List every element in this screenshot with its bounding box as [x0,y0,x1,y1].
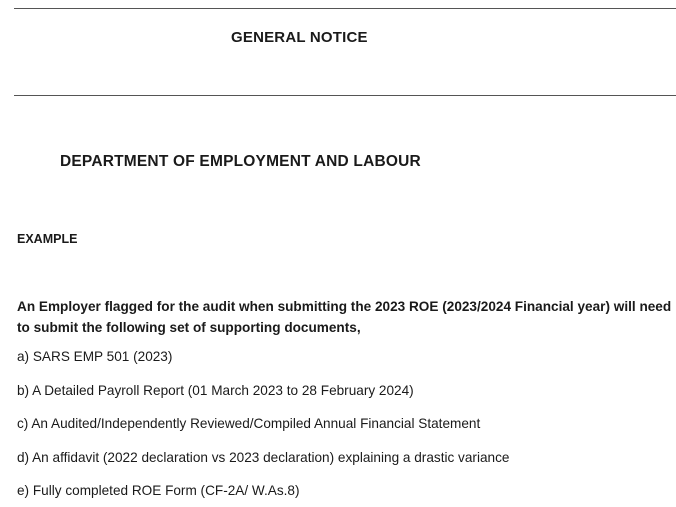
list-item: b) A Detailed Payroll Report (01 March 2023 to 28 February 2024) [17,383,414,398]
list-item: d) An affidavit (2022 declaration vs 2023 declaration) explaining a drastic variance [17,450,510,465]
list-item: c) An Audited/Independently Reviewed/Compiled Annual Financial Statement [17,416,481,431]
top-divider [14,8,676,9]
intro-paragraph: An Employer flagged for the audit when submitting the 2023 ROE (2023/2024 Financial year) will need to submit the following set of supporting documents, [17,299,672,335]
list-item: a) SARS EMP 501 (2023) [17,349,173,364]
section-label: EXAMPLE [17,232,78,246]
notice-title: GENERAL NOTICE [231,29,368,46]
header-divider [14,95,676,96]
department-title: DEPARTMENT OF EMPLOYMENT AND LABOUR [60,153,421,170]
list-item: e) Fully completed ROE Form (CF-2A/ W.As.8) [17,483,300,498]
